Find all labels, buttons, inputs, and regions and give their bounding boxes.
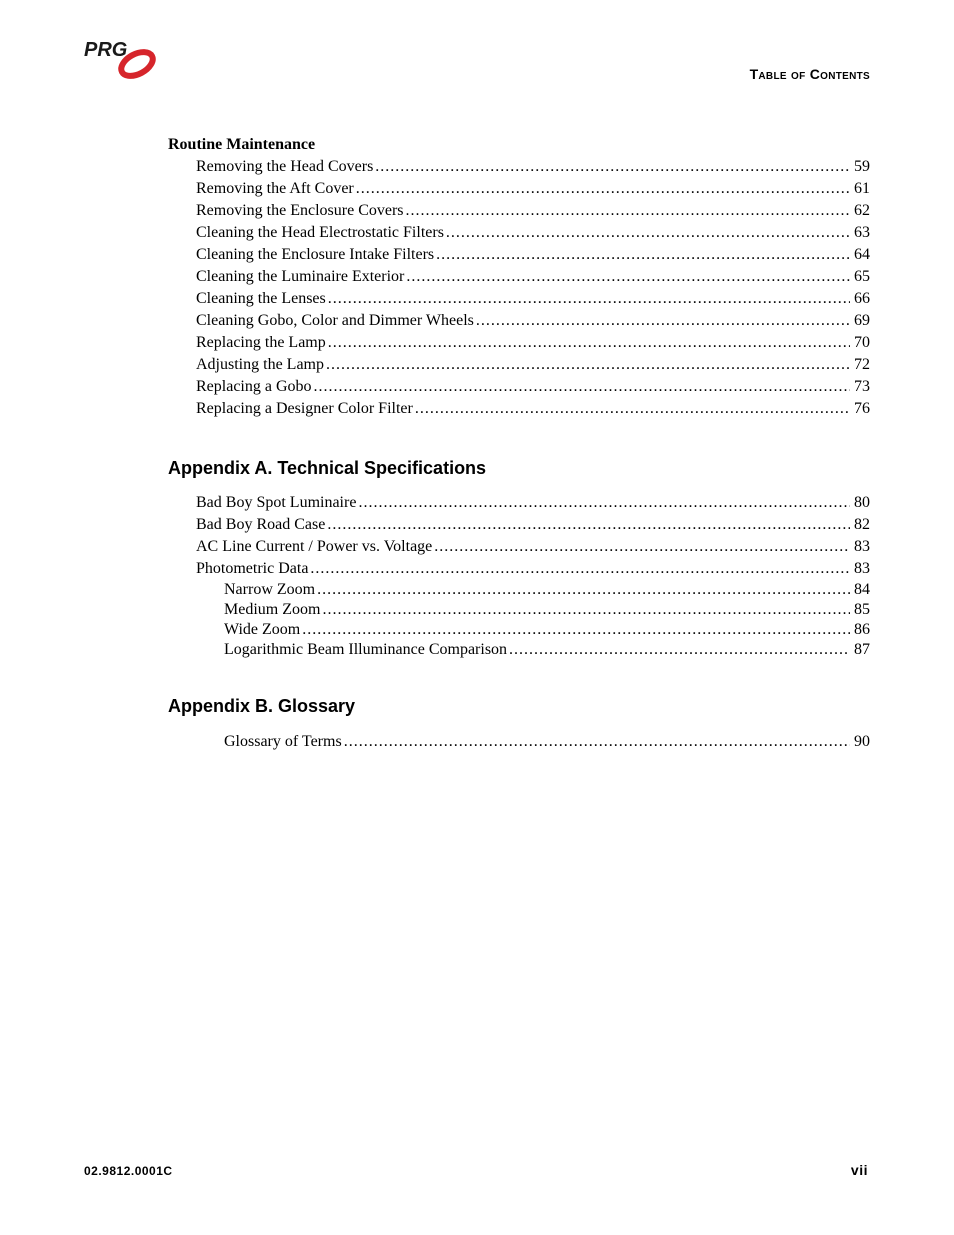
dot-leader (344, 732, 850, 752)
dot-leader (322, 600, 850, 620)
toc-entry[interactable] (168, 332, 870, 354)
entry-page: 59 (854, 158, 870, 175)
entry-label: Replacing the Lamp (196, 334, 326, 351)
dot-leader (434, 536, 850, 558)
entry-page: 80 (854, 494, 870, 511)
dot-leader (406, 266, 850, 288)
toc-entry[interactable] (168, 222, 870, 244)
entry-page: 72 (854, 356, 870, 373)
toc-entry[interactable] (168, 310, 870, 332)
entry-page: 82 (854, 516, 870, 533)
entry-label: Removing the Enclosure Covers (196, 202, 404, 219)
entry-label: AC Line Current / Power vs. Voltage (196, 538, 433, 555)
entry-page: 61 (854, 180, 870, 197)
entry-page: 83 (854, 538, 870, 555)
dot-leader (375, 156, 850, 178)
entry-label: Replacing a Gobo (196, 378, 312, 395)
entry-page: 64 (854, 246, 870, 263)
entry-page: 85 (854, 601, 870, 618)
entry-label: Medium Zoom (224, 601, 321, 618)
toc-entry[interactable] (168, 600, 870, 620)
entry-page: 90 (854, 733, 870, 750)
toc-entry[interactable] (168, 398, 870, 420)
toc-entry[interactable] (168, 244, 870, 266)
document-number: 02.9812.0001C (84, 1164, 173, 1178)
toc-entry[interactable] (168, 558, 870, 580)
entry-label: Removing the Aft Cover (196, 180, 354, 197)
entry-label: Cleaning the Lenses (196, 290, 326, 307)
prg-logo (84, 40, 158, 84)
entry-page: 76 (854, 400, 870, 417)
toc-entry[interactable] (168, 620, 870, 640)
entry-label: Cleaning the Head Electrostatic Filters (196, 224, 444, 241)
entry-page: 73 (854, 378, 870, 395)
dot-leader (328, 332, 850, 354)
toc-entry[interactable] (168, 178, 870, 200)
entry-label: Logarithmic Beam Illuminance Comparison (224, 641, 508, 658)
toc-entry[interactable] (168, 376, 870, 398)
section-title-routine-maintenance: Routine Maintenance (168, 136, 316, 153)
dot-leader (314, 376, 850, 398)
entry-page: 62 (854, 202, 870, 219)
appendix-a-title: Appendix A. Technical Specifications (168, 458, 487, 478)
toc-entry[interactable] (168, 536, 870, 558)
entry-page: 66 (854, 290, 870, 307)
dot-leader (406, 200, 850, 222)
entry-label: Glossary of Terms (224, 733, 342, 750)
entry-page: 87 (854, 641, 870, 658)
entry-page: 83 (854, 560, 870, 577)
entry-page: 65 (854, 268, 870, 285)
entry-label: Removing the Head Covers (196, 158, 374, 175)
dot-leader (415, 398, 850, 420)
entry-label: Cleaning the Enclosure Intake Filters (196, 246, 435, 263)
toc-entry[interactable] (168, 732, 870, 752)
entry-page: 86 (854, 621, 870, 638)
toc-entry[interactable] (168, 200, 870, 222)
dot-leader (436, 244, 850, 266)
prg-logo-icon (84, 40, 158, 84)
toc-entry[interactable] (168, 266, 870, 288)
entry-label: Narrow Zoom (224, 581, 316, 598)
dot-leader (326, 354, 850, 376)
dot-leader (358, 492, 850, 514)
entry-label: Cleaning the Luminaire Exterior (196, 268, 405, 285)
dot-leader (327, 514, 850, 536)
dot-leader (302, 620, 850, 640)
entry-page: 84 (854, 581, 870, 598)
dot-leader (310, 558, 850, 580)
toc-entry[interactable] (168, 492, 870, 514)
toc-entry[interactable] (168, 156, 870, 178)
dot-leader (446, 222, 850, 244)
header-title: Table of Contents (749, 66, 870, 82)
appendix-b-title: Appendix B. Glossary (168, 696, 356, 716)
toc-entry[interactable] (168, 514, 870, 536)
toc-entry[interactable] (168, 580, 870, 600)
dot-leader (328, 288, 850, 310)
entry-page: 63 (854, 224, 870, 241)
entry-page: 69 (854, 312, 870, 329)
toc-entry[interactable] (168, 640, 870, 660)
entry-label: Cleaning Gobo, Color and Dimmer Wheels (196, 312, 474, 329)
dot-leader (356, 178, 850, 200)
page-number: vii (850, 1162, 868, 1178)
dot-leader (476, 310, 850, 332)
dot-leader (509, 640, 850, 660)
logo-text: PRG (84, 40, 128, 61)
entry-label: Wide Zoom (224, 621, 301, 638)
table-of-contents (168, 134, 870, 752)
entry-label: Bad Boy Spot Luminaire (196, 494, 357, 511)
toc-entry[interactable] (168, 288, 870, 310)
entry-label: Bad Boy Road Case (196, 516, 326, 533)
entry-label: Photometric Data (196, 560, 309, 577)
entry-page: 70 (854, 334, 870, 351)
entry-label: Replacing a Designer Color Filter (196, 400, 413, 417)
entry-label: Adjusting the Lamp (196, 356, 324, 373)
dot-leader (317, 580, 850, 600)
toc-entry[interactable] (168, 354, 870, 376)
